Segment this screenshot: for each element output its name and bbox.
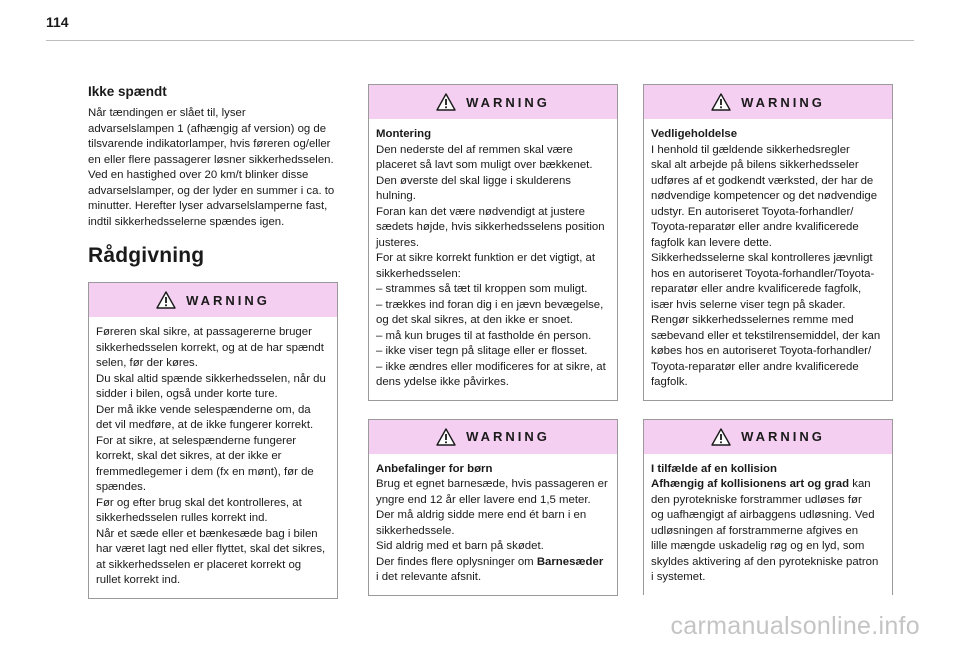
warning-triangle-icon [436, 93, 456, 111]
warning-bold-lead: Afhængig af kollisionens art og grad [651, 478, 850, 490]
warning-text-main: Brug et egnet barnesæde, hvis passageren er yngre end 12 år eller lavere end 1,5 meter. Der må aldrig sidde mere end ét barn i en sikkerhedssele. Sid aldrig med et barn på skødet. Der findes flere oplysninger om [376, 478, 608, 568]
section-text-ikke-spaendt: Når tændingen er slået til, lyser advarselslampen 1 (afhængig af version) og de tilsvarende indikatorlamper, hvis føreren og/eller en eller flere passagerer løsner sikkerhedsselen. Ved en hastighed over 20 km/t blinker disse advarselslamper, og der lyder en summer i ca. to minutter. Herefter lyser advarselslamperne fast, indtil sikkerhedsselerne spændes igen. [88, 107, 335, 228]
warning-box-montering [368, 84, 618, 401]
warning-body [89, 317, 337, 598]
header-divider [46, 40, 914, 41]
warning-title: WARNING [466, 94, 550, 110]
warning-body [369, 454, 617, 595]
warning-triangle-icon [156, 291, 176, 309]
section-heading-raadgivning: Rådgivning [88, 244, 205, 267]
warning-body [644, 119, 892, 400]
right-column [643, 84, 893, 613]
warning-triangle-icon [711, 93, 731, 111]
warning-box-kollision [643, 419, 893, 595]
warning-header [644, 85, 892, 119]
warning-subheading: I tilfælde af en kollision [651, 462, 777, 475]
left-column [88, 84, 338, 617]
warning-subheading: Montering [376, 128, 432, 140]
cross-reference-barnesaeder: Barnesæder [536, 555, 604, 568]
warning-box-vedligeholdelse [643, 84, 893, 401]
warning-text [651, 477, 885, 586]
watermark-text: carmanualsonline.info [670, 612, 920, 640]
warning-subheading: Vedligeholdelse [651, 128, 738, 140]
warning-triangle-icon [711, 428, 731, 446]
warning-body [369, 119, 617, 400]
warning-box-raadgivning [88, 282, 338, 599]
section-heading-ikke-spaendt: Ikke spændt [88, 84, 167, 99]
warning-text: Føreren skal sikre, at passagererne bruger sikkerhedsselen korrekt, og at de har spændt selen, før der køres. Du skal altid spænde sikkerhedsselen, når du sidder i bilen, også under korte ture. Der må ikke vende selespænderne om, da det vil medføre, at de ikke fungerer korrekt. For at sikre, at selespænderne fungerer korrekt, skal det sikres, at der ikke er fremmedlegemer i dem (fx en mønt), før de spændes. Før og efter brug skal det kontrolleres, at sikkerhedsselen rulles korrekt ind. Når et sæde eller et bænkesæde bag i bilen har været lagt ned eller flyttet, skal det sikres, at sikkerhedsselen er placeret korrekt og rullet korrekt ind. [96, 326, 326, 586]
page-number: 114 [46, 14, 69, 30]
warning-text: I henhold til gældende sikkerhedsregler skal alt arbejde på bilens sikkerhedsseler udføres af et godkendt værksted, der har de nødvendige kompetencer og det nødvendige udstyr. En autoriseret Toyota-forhandler/ Toyota-reparatør eller andre kvalificerede fagfolk kan levere dette. Sikkerhedsselerne skal kontrolleres jævnligt hos en autoriseret Toyota-forhandler/Toyota- reparatør eller andre kvalificerede fagfolk, især hvis selerne viser tegn på skader. Rengør sikkerhedsselernes remme med sæbevand eller et tekstilrensemiddel, der kan købes hos en autoriseret Toyota-forhandler/ Toyota-reparatør eller andre kvalificerede fagfolk. [651, 143, 881, 388]
warning-header [369, 420, 617, 454]
warning-triangle-icon [436, 428, 456, 446]
warning-text-end: i det relevante afsnit. [376, 571, 482, 583]
warning-title: WARNING [466, 429, 550, 444]
warning-text-main: kan den pyrotekniske forstrammer udløses før og uafhængigt af airbaggens udløsning. Ved udløsningen af forstrammerne afgives en lille mængde uskadelig røg og en lyd, som skyldes aktivering af den pyrotekniske patron i systemet. [651, 478, 879, 583]
warning-text: Den nederste del af remmen skal være placeret så lavt som muligt over bækkenet. Den øverste del skal ligge i skulderens hulning. Foran kan det være nødvendigt at justere sædets højde, hvis sikkerhedsselens position justeres. For at sikre korrekt funktion er det vigtigt, at sikkerhedsselen: – strammes så tæt til kroppen som muligt. – trækkes ind foran dig i en jævn bevægelse, og det skal sikres, at den ikke er snoet. – må kun bruges til at fastholde én person. – ikke viser tegn på slitage eller er flosset. – ikke ændres eller modificeres for at sikre, at dens ydelse ikke påvirkes. [376, 143, 606, 388]
warning-header [369, 85, 617, 119]
warning-text [376, 477, 610, 586]
warning-body [644, 454, 892, 595]
warning-header [89, 283, 337, 317]
warning-box-boern [368, 419, 618, 596]
warning-header [644, 420, 892, 454]
warning-title: WARNING [741, 94, 825, 110]
warning-subheading: Anbefalinger for børn [376, 462, 493, 475]
warning-title: WARNING [741, 429, 825, 444]
middle-column [368, 84, 618, 614]
warning-title: WARNING [186, 292, 270, 308]
